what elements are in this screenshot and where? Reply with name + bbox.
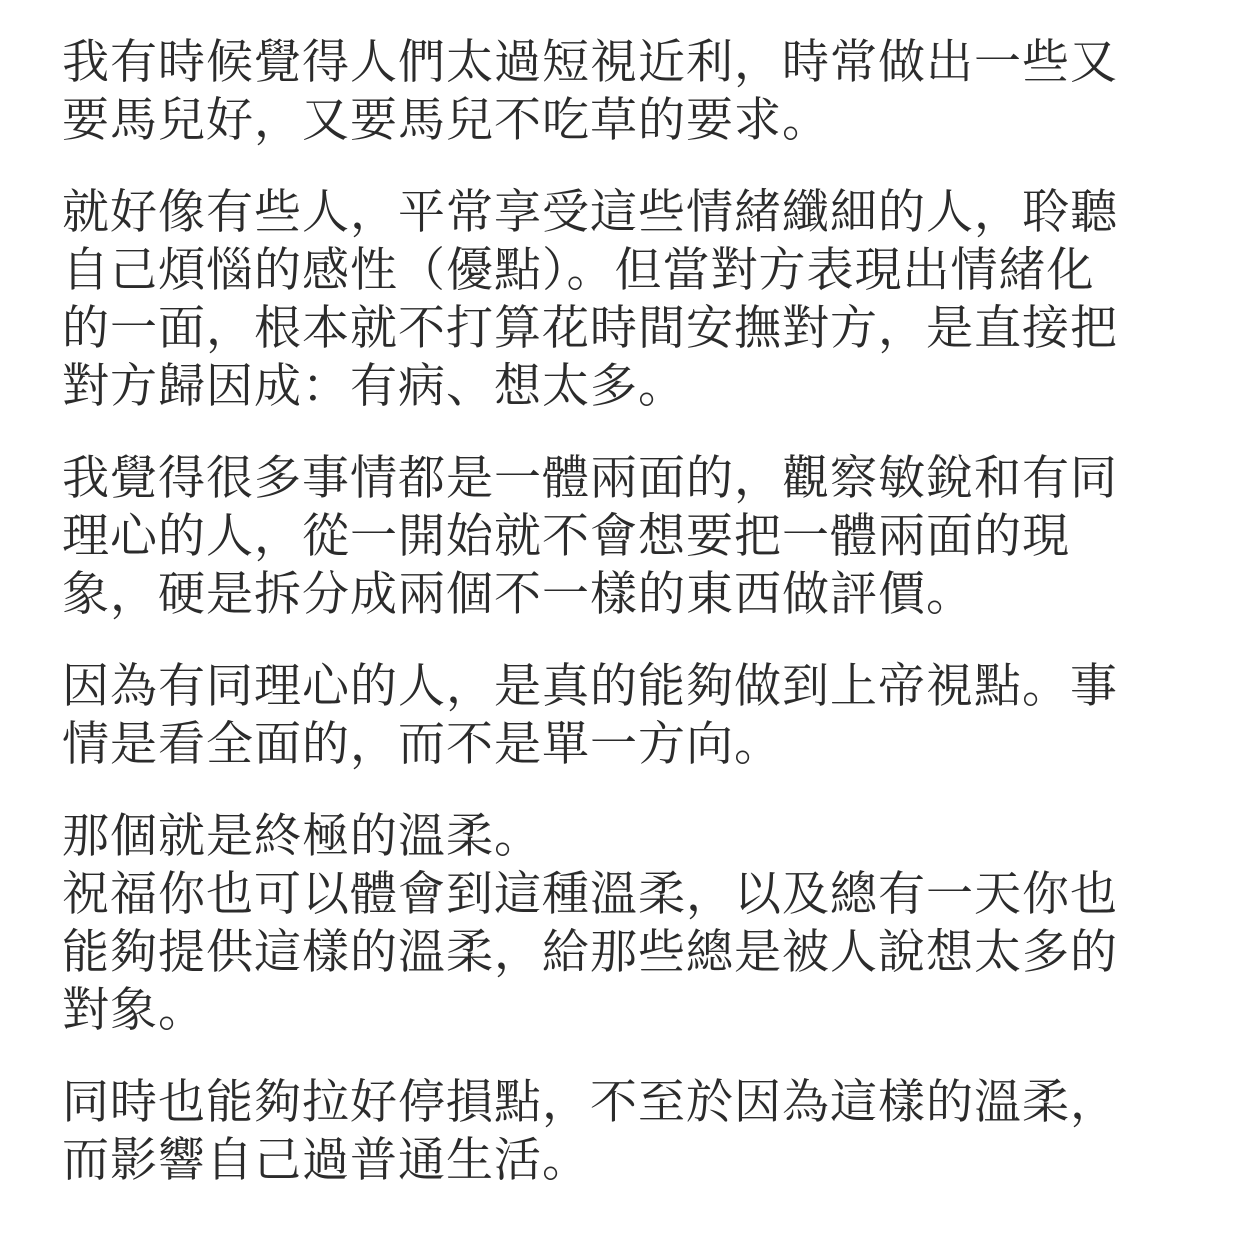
text-line: 的一面，根本就不打算花時間安撫對方，是直接把 [62,301,1118,356]
paragraph-5 [62,808,1172,1040]
text-line: 理心的人，從一開始就不會想要把一體兩面的現 [62,509,1070,564]
text-line: 同時也能夠拉好停損點，不至於因為這樣的溫柔， [62,1075,1118,1130]
text-line: 祝福你也可以體會到這種溫柔，以及總有一天你也 [62,867,1118,922]
text-line: 那個就是終極的溫柔。 [62,809,542,864]
text-line: 要馬兒好，又要馬兒不吃草的要求。 [62,93,830,148]
paragraph-6 [62,1074,1172,1190]
text-line: 就好像有些人，平常享受這些情緒纖細的人，聆聽 [62,185,1118,240]
paragraph-1 [62,34,1172,150]
text-line: 而影響自己過普通生活。 [62,1133,590,1188]
text-line: 對象。 [62,983,206,1038]
paragraph-2 [62,184,1172,416]
text-line: 能夠提供這樣的溫柔，給那些總是被人說想太多的 [62,925,1118,980]
post-body [62,34,1172,1224]
paragraph-4 [62,658,1172,774]
text-line: 自己煩惱的感性（優點）。但當對方表現出情緒化 [62,243,1095,298]
text-line: 因為有同理心的人，是真的能夠做到上帝視點。事 [62,659,1118,714]
paragraph-3 [62,450,1172,624]
text-line: 情是看全面的，而不是單一方向。 [62,717,782,772]
text-line: 對方歸因成：有病、想太多。 [62,359,686,414]
text-line: 我覺得很多事情都是一體兩面的，觀察敏銳和有同 [62,451,1118,506]
text-line: 象，硬是拆分成兩個不一樣的東西做評價。 [62,567,974,622]
text-line: 我有時候覺得人們太過短視近利，時常做出一些又 [62,35,1118,90]
